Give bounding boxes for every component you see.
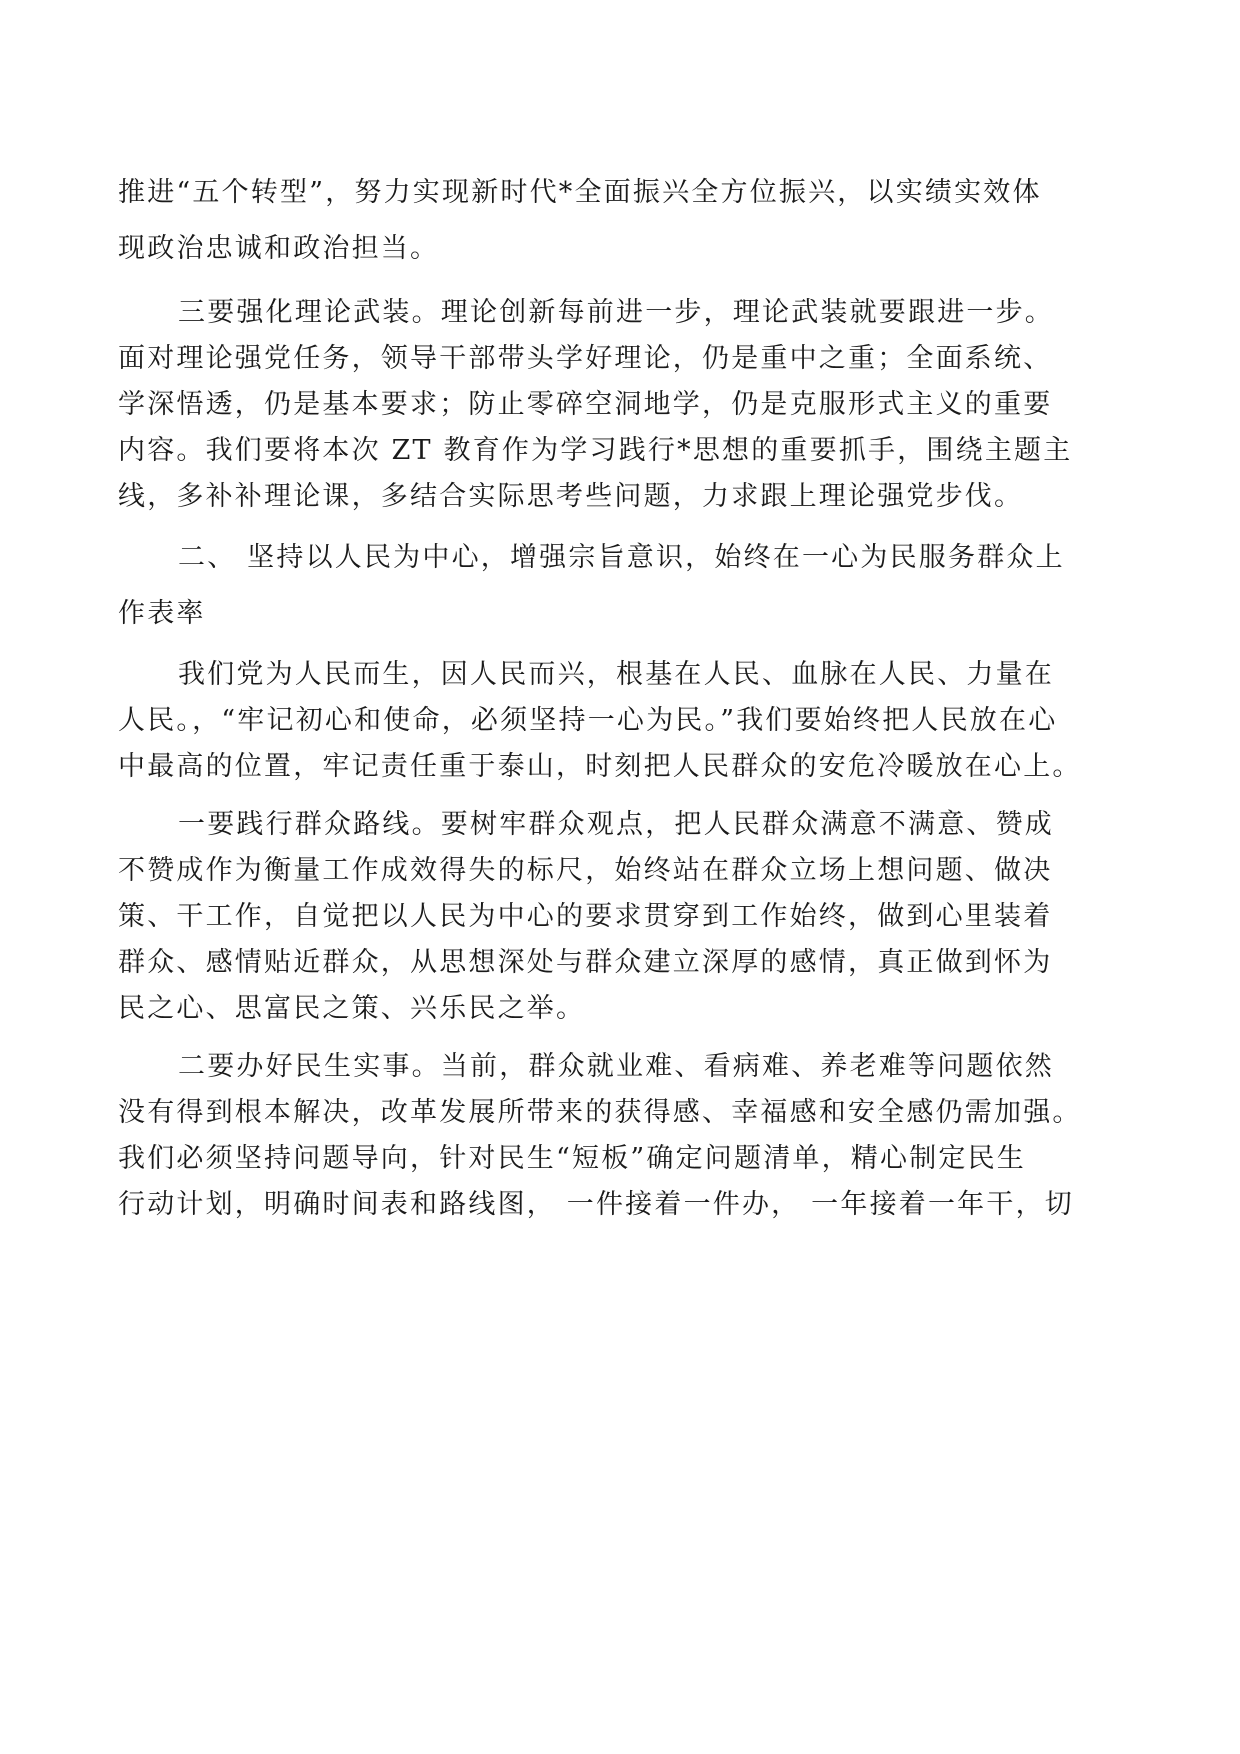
paragraph-people: [118, 652, 1128, 790]
text-line: 一要践行群众路线。要树牢群众观点，把人民群众满意不满意、赞成: [178, 809, 1054, 840]
text-line: 行动计划，明确时间表和路线图， 一件接着一件办， 一年接着一年干，切: [118, 1189, 1074, 1220]
text-line: 我们党为人民而生，因人民而兴，根基在人民、血脉在人民、力量在: [178, 659, 1054, 690]
text-line: 中最高的位置，牢记责任重于泰山，时刻把人民群众的安危冷暖放在心上。: [118, 751, 1082, 782]
document-body: [118, 165, 1128, 1228]
heading-line: 二、 坚持以人民为中心，增强宗旨意识，始终在一心为民服务群众上: [178, 542, 1065, 573]
text-line: 现政治忠诚和政治担当。: [118, 233, 440, 264]
text-line: 不赞成作为衡量工作成效得失的标尺，始终站在群众立场上想问题、做决: [118, 855, 1053, 886]
paragraph-continuation: [118, 165, 1128, 277]
paragraph-mass-line: [118, 802, 1128, 1032]
heading-line: 作表率: [118, 598, 206, 629]
text-line: 三要强化理论武装。理论创新每前进一步，理论武装就要跟进一步。: [178, 297, 1054, 328]
text-line: 没有得到根本解决，改革发展所带来的获得感、幸福感和安全感仍需加强。: [118, 1097, 1082, 1128]
paragraph-theory-armament: [118, 290, 1128, 520]
text-line: 民之心、思富民之策、兴乐民之举。: [118, 993, 586, 1024]
text-line: 推进“五个转型”，努力实现新时代*全面振兴全方位振兴，以实绩实效体: [118, 177, 1042, 208]
text-line: 线，多补补理论课，多结合实际思考些问题，力求跟上理论强党步伐。: [118, 481, 1024, 512]
text-line: 策、干工作，自觉把以人民为中心的要求贯穿到工作始终，做到心里装着: [118, 901, 1053, 932]
text-line: 内容。我们要将本次 ZT 教育作为学习践行*思想的重要抓手，围绕主题主: [118, 435, 1073, 466]
text-line: 面对理论强党任务，领导干部带头学好理论，仍是重中之重；全面系统、: [118, 343, 1053, 374]
text-line: 学深悟透，仍是基本要求；防止零碎空洞地学，仍是克服形式主义的重要: [118, 389, 1053, 420]
text-line: 二要办好民生实事。当前，群众就业难、看病难、养老难等问题依然: [178, 1051, 1054, 1082]
section-heading-2: [118, 530, 1128, 642]
paragraph-livelihood: [118, 1044, 1128, 1228]
text-line: 我们必须坚持问题导向，针对民生“短板”确定问题清单，精心制定民生: [118, 1143, 1027, 1174]
text-line: 群众、感情贴近群众，从思想深处与群众建立深厚的感情，真正做到怀为: [118, 947, 1053, 978]
text-line: 人民。，“牢记初心和使命，必须坚持一心为民。”我们要始终把人民放在心: [118, 705, 1058, 736]
